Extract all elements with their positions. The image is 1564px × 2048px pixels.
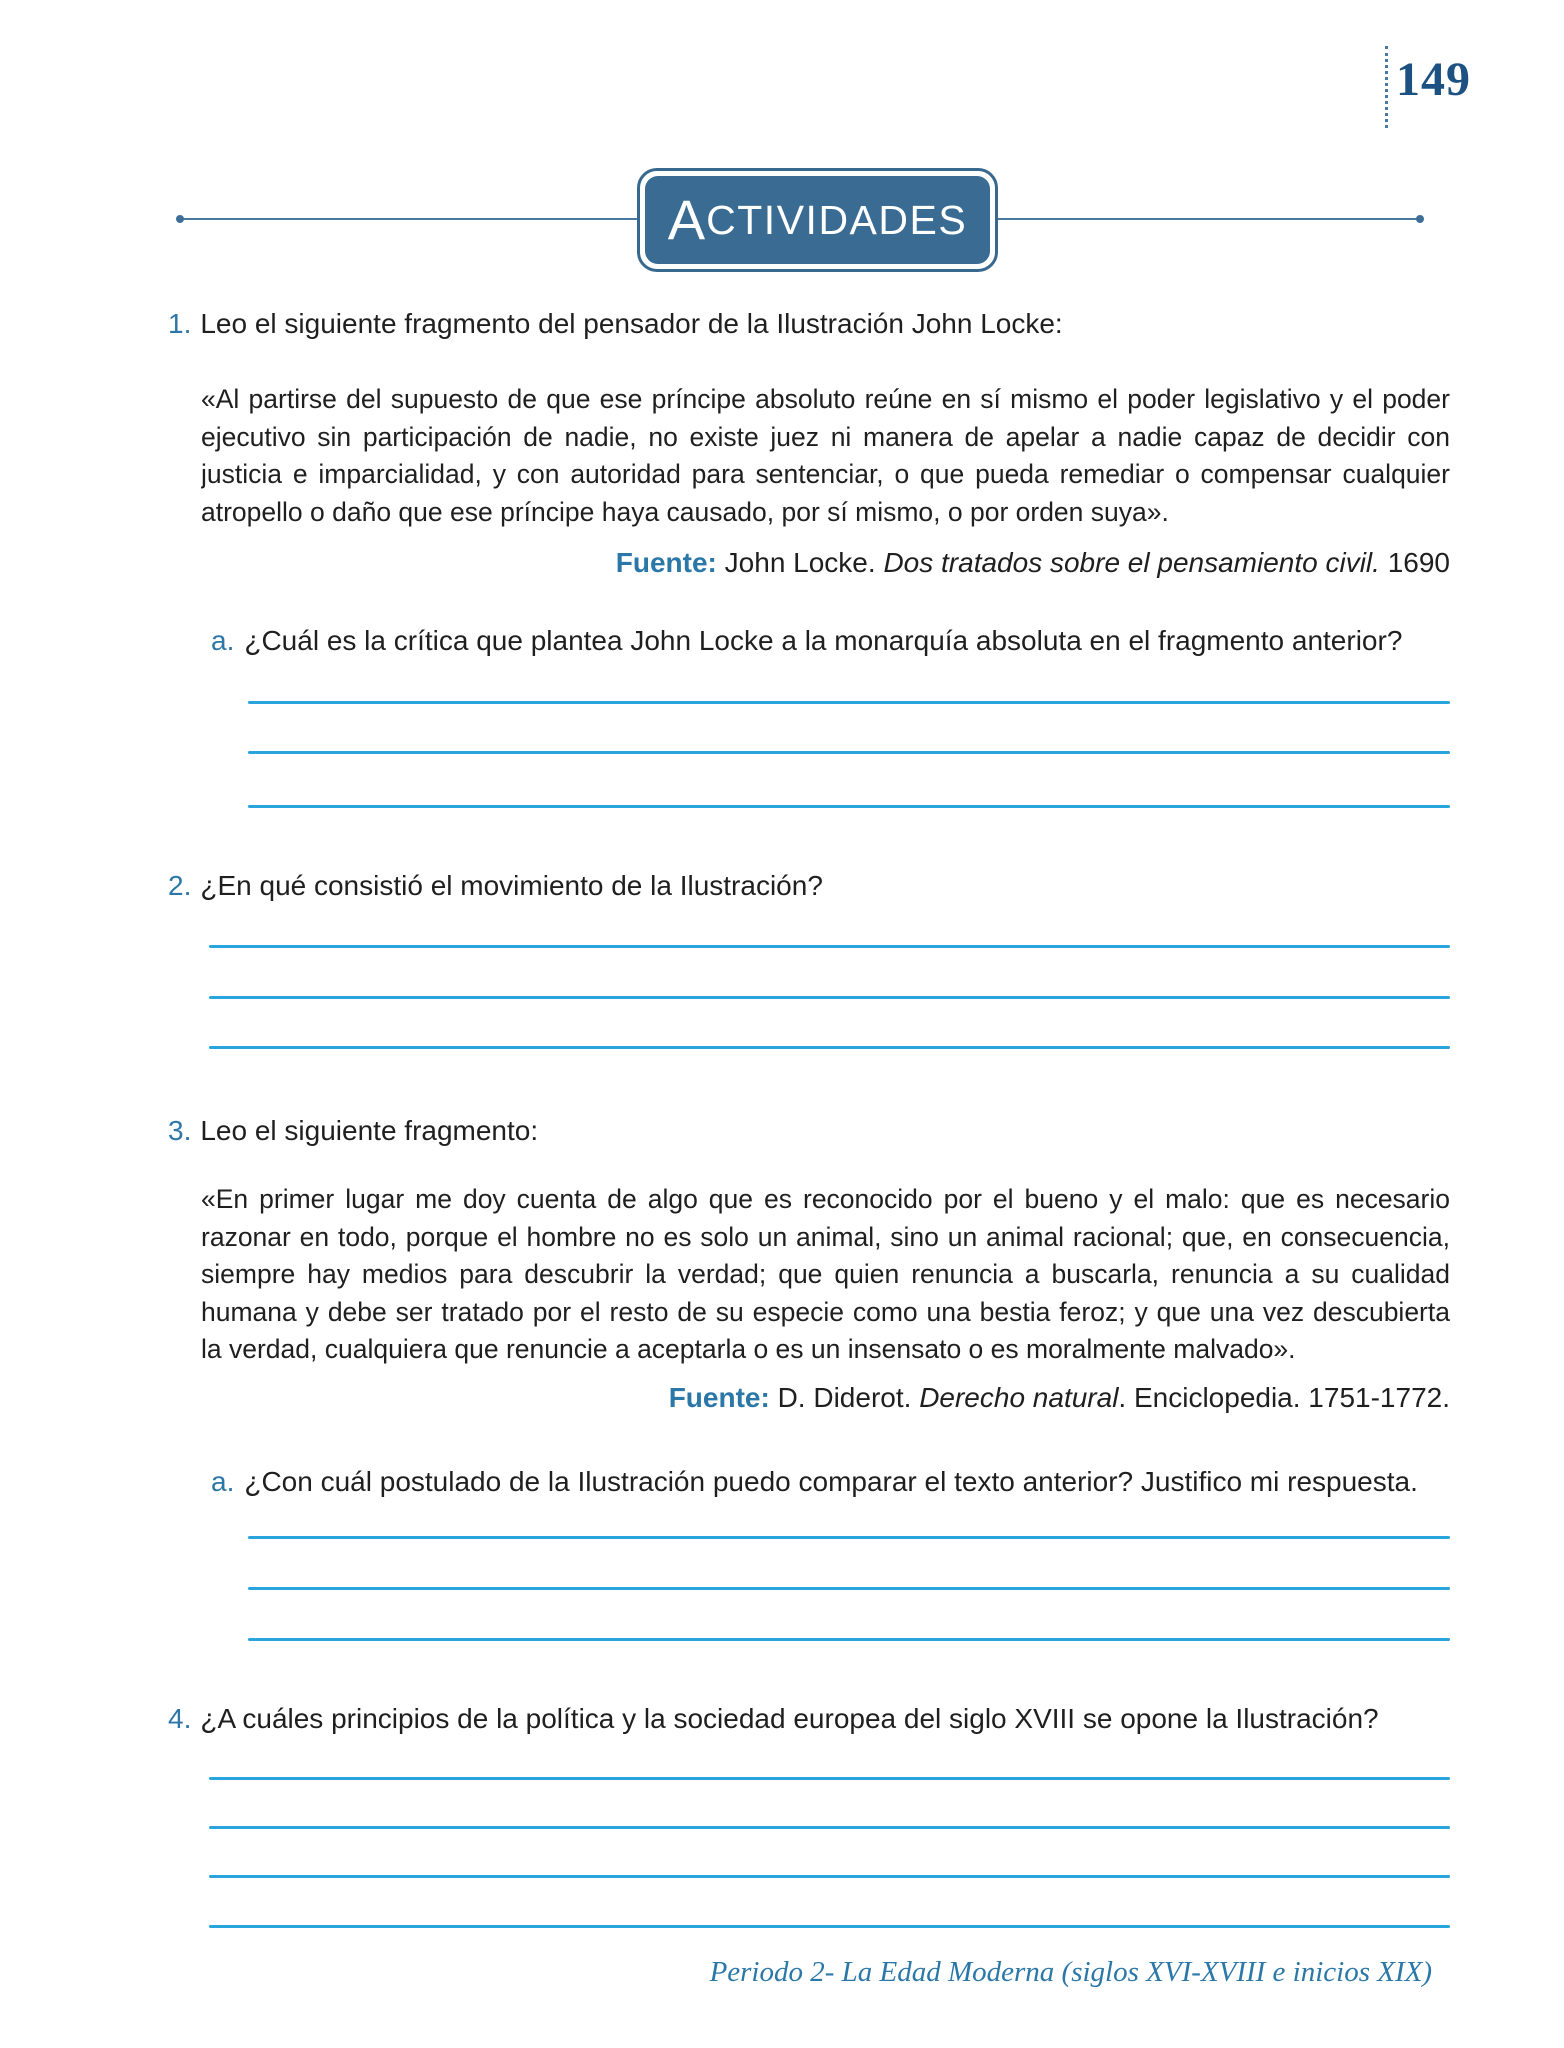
activity-4-text: ¿A cuáles principios de la política y la sociedad europea del siglo XVIII se opone la Ilustración? — [200, 1703, 1379, 1734]
activity-1a-text: ¿Cuál es la crítica que plantea John Locke a la monarquía absoluta en el fragmento anterior? — [244, 625, 1403, 656]
activity-4-number: 4. — [168, 1703, 192, 1734]
activity-1-quote — [201, 381, 1450, 531]
quote-line: «En primer lugar me doy cuenta de algo que es reconocido por el bueno y el malo: que es necesario — [201, 1184, 1450, 1214]
badge-title-initial: A — [667, 188, 707, 251]
source-title: Derecho natural — [919, 1382, 1119, 1413]
quote-line: justicia e imparcialidad, y con autoridad para sentenciar, o que pueda remediar o compensar cualquier — [201, 459, 1450, 489]
answer-line — [248, 751, 1450, 754]
actividades-badge — [637, 168, 998, 272]
activity-1a-question — [211, 623, 1450, 659]
answer-line — [209, 1826, 1450, 1829]
activity-1a-letter: a. — [211, 625, 235, 656]
footer-text: Periodo 2- La Edad Moderna (siglos XVI-XVIII e inicios XIX) — [709, 1956, 1432, 1988]
rule-dot-left — [176, 215, 184, 223]
source-author: John Locke. — [716, 547, 884, 578]
quote-line: siempre hay medios para descubrir la verdad; que quien renuncia a buscarla, renuncia a su cualidad — [201, 1259, 1450, 1289]
answer-line — [209, 945, 1450, 948]
answer-line — [209, 1777, 1450, 1780]
activity-2-number: 2. — [168, 870, 192, 901]
activity-3-source — [669, 1381, 1450, 1415]
activity-1-source — [616, 546, 1450, 580]
activity-4-question — [168, 1701, 1450, 1737]
activity-1-question — [168, 306, 1450, 342]
activity-3-number: 3. — [168, 1115, 192, 1146]
page-number: 149 — [1396, 53, 1471, 106]
activity-2-question — [168, 868, 1450, 904]
activity-3a-letter: a. — [211, 1466, 235, 1497]
answer-line — [248, 805, 1450, 808]
quote-line: atropello o daño que ese príncipe haya causado, por sí mismo, o por orden suya». — [201, 496, 1169, 527]
activity-3-question — [168, 1113, 1450, 1149]
quote-line: la verdad, cualquiera que renuncie a aceptarla o es un insensato o es moralmente malvado». — [201, 1334, 1296, 1364]
answer-line — [209, 996, 1450, 999]
quote-line: razonar en todo, porque el hombre no es solo un animal, sino un animal racional; que, en consecuencia, — [201, 1221, 1450, 1252]
answer-line — [209, 1875, 1450, 1878]
activity-1-number: 1. — [168, 308, 192, 339]
source-title: Dos tratados sobre el pensamiento civil. — [883, 547, 1380, 578]
source-label: Fuente: — [615, 547, 717, 578]
quote-line: humana y debe ser tratado por el resto de su especie como una bestia feroz; y que una vez descubierta — [201, 1296, 1450, 1327]
answer-line — [209, 1925, 1450, 1928]
source-label: Fuente: — [668, 1382, 770, 1413]
activity-1-text: Leo el siguiente fragmento del pensador de la Ilustración John Locke: — [200, 308, 1063, 339]
activity-3a-text: ¿Con cuál postulado de la Ilustración puedo comparar el texto anterior? Justifico mi respuesta. — [244, 1466, 1418, 1497]
source-rest: . Enciclopedia. 1751-1772. — [1118, 1382, 1450, 1413]
actividades-badge-inner — [645, 176, 990, 264]
source-author: D. Diderot. — [769, 1382, 920, 1413]
activity-3-quote — [201, 1181, 1450, 1369]
rule-dot-right — [1416, 215, 1424, 223]
quote-line: «Al partirse del supuesto de que ese príncipe absoluto reúne en sí mismo el poder legislativo y el poder — [201, 384, 1450, 414]
badge-title-rest: CTIVIDADES — [706, 196, 968, 243]
page-number-divider — [1385, 46, 1388, 128]
answer-line — [248, 1587, 1450, 1590]
activity-2-text: ¿En qué consistió el movimiento de la Ilustración? — [200, 870, 823, 901]
activity-3a-question — [211, 1464, 1450, 1500]
answer-line — [248, 701, 1450, 704]
answer-line — [248, 1638, 1450, 1641]
answer-line — [248, 1536, 1450, 1539]
quote-line: ejecutivo sin participación de nadie, no existe juez ni manera de apelar a nadie capaz de decidir con — [201, 421, 1450, 452]
source-year: 1690 — [1379, 547, 1450, 578]
activity-3-text: Leo el siguiente fragmento: — [200, 1115, 539, 1146]
answer-line — [209, 1046, 1450, 1049]
